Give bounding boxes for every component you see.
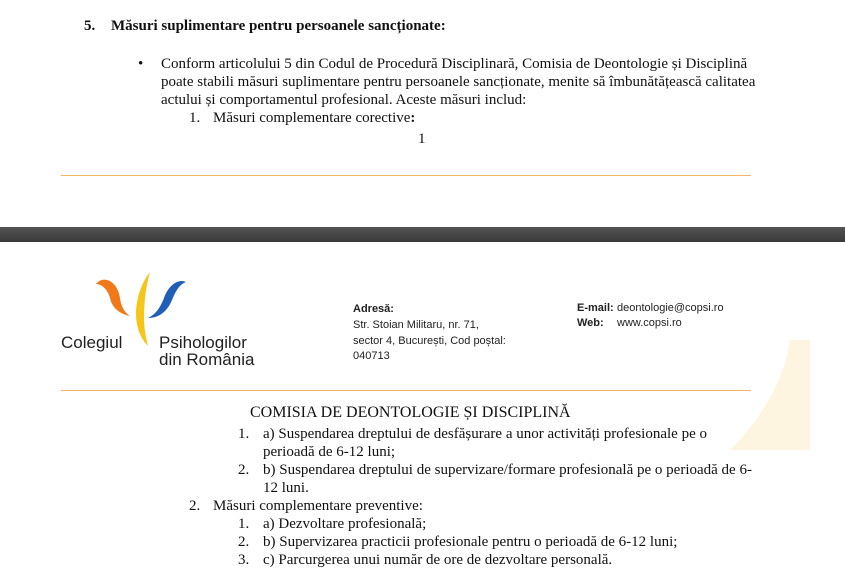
address-line-1: Str. Stoian Militaru, nr. 71, bbox=[353, 319, 479, 331]
email-value[interactable]: deontologie@copsi.ro bbox=[617, 302, 724, 314]
corrective-2-line-2: 12 luni. bbox=[263, 480, 309, 496]
address-line-3: 040713 bbox=[353, 350, 390, 362]
item-1-text: Măsuri complementare corective: bbox=[213, 110, 416, 126]
logo-text-colegiul: Colegiul bbox=[61, 333, 123, 352]
web-value[interactable]: www.copsi.ro bbox=[617, 317, 682, 329]
paragraph-line-1: Conform articolului 5 din Codul de Procedură Disciplinară, Comisia de Deontologie și Disciplină bbox=[161, 56, 748, 72]
address-line-2: sector 4, București, Cod poștal: bbox=[353, 335, 506, 347]
item-2-text: Măsuri complementare preventive: bbox=[213, 498, 423, 514]
address-label: Adresă: bbox=[353, 303, 394, 315]
bullet: • bbox=[138, 56, 144, 72]
section-5-number: 5. bbox=[84, 18, 96, 34]
preventive-2-number: 2. bbox=[238, 534, 250, 550]
item-2-number: 2. bbox=[189, 498, 201, 514]
page-separator bbox=[0, 227, 845, 242]
footer-rule bbox=[61, 175, 751, 176]
email-label: E-mail: bbox=[577, 302, 614, 314]
preventive-1-text: a) Dezvoltare profesională; bbox=[263, 516, 427, 532]
page-number: 1 bbox=[418, 131, 426, 147]
web-label: Web: bbox=[577, 317, 604, 329]
header-rule bbox=[61, 390, 751, 391]
preventive-2-text: b) Supervizarea practicii profesionale pentru o perioadă de 6-12 luni; bbox=[263, 534, 678, 550]
preventive-3-number: 3. bbox=[238, 552, 250, 568]
logo-text-din-romania: din România bbox=[159, 350, 255, 369]
corrective-1-line-2: perioadă de 6-12 luni; bbox=[263, 444, 396, 460]
preventive-3-text: c) Parcurgerea unui număr de ore de dezvoltare personală. bbox=[263, 552, 613, 568]
logo-text-psihologilor: Psihologilor bbox=[159, 333, 247, 352]
corrective-2-number: 2. bbox=[238, 462, 250, 478]
paragraph-line-3: actului și comportamentul profesional. Aceste măsuri includ: bbox=[161, 92, 527, 108]
preventive-1-number: 1. bbox=[238, 516, 250, 532]
item-1-number: 1. bbox=[189, 110, 201, 126]
corrective-1-line-1: a) Suspendarea dreptului de desfășurare a unor activități profesionale pe o bbox=[263, 426, 707, 442]
corrective-1-number: 1. bbox=[238, 426, 250, 442]
corrective-2-line-1: b) Suspendarea dreptului de supervizare/formare profesională pe o perioadă de 6- bbox=[263, 462, 752, 478]
section-5-title: Măsuri suplimentare pentru persoanele sancționate: bbox=[111, 18, 446, 34]
paragraph-line-2: poate stabili măsuri suplimentare pentru persoanele sancționate, menite să îmbunătățească calitatea bbox=[161, 74, 756, 90]
commission-title: COMISIA DE DEONTOLOGIE ȘI DISCIPLINĂ bbox=[250, 404, 571, 421]
